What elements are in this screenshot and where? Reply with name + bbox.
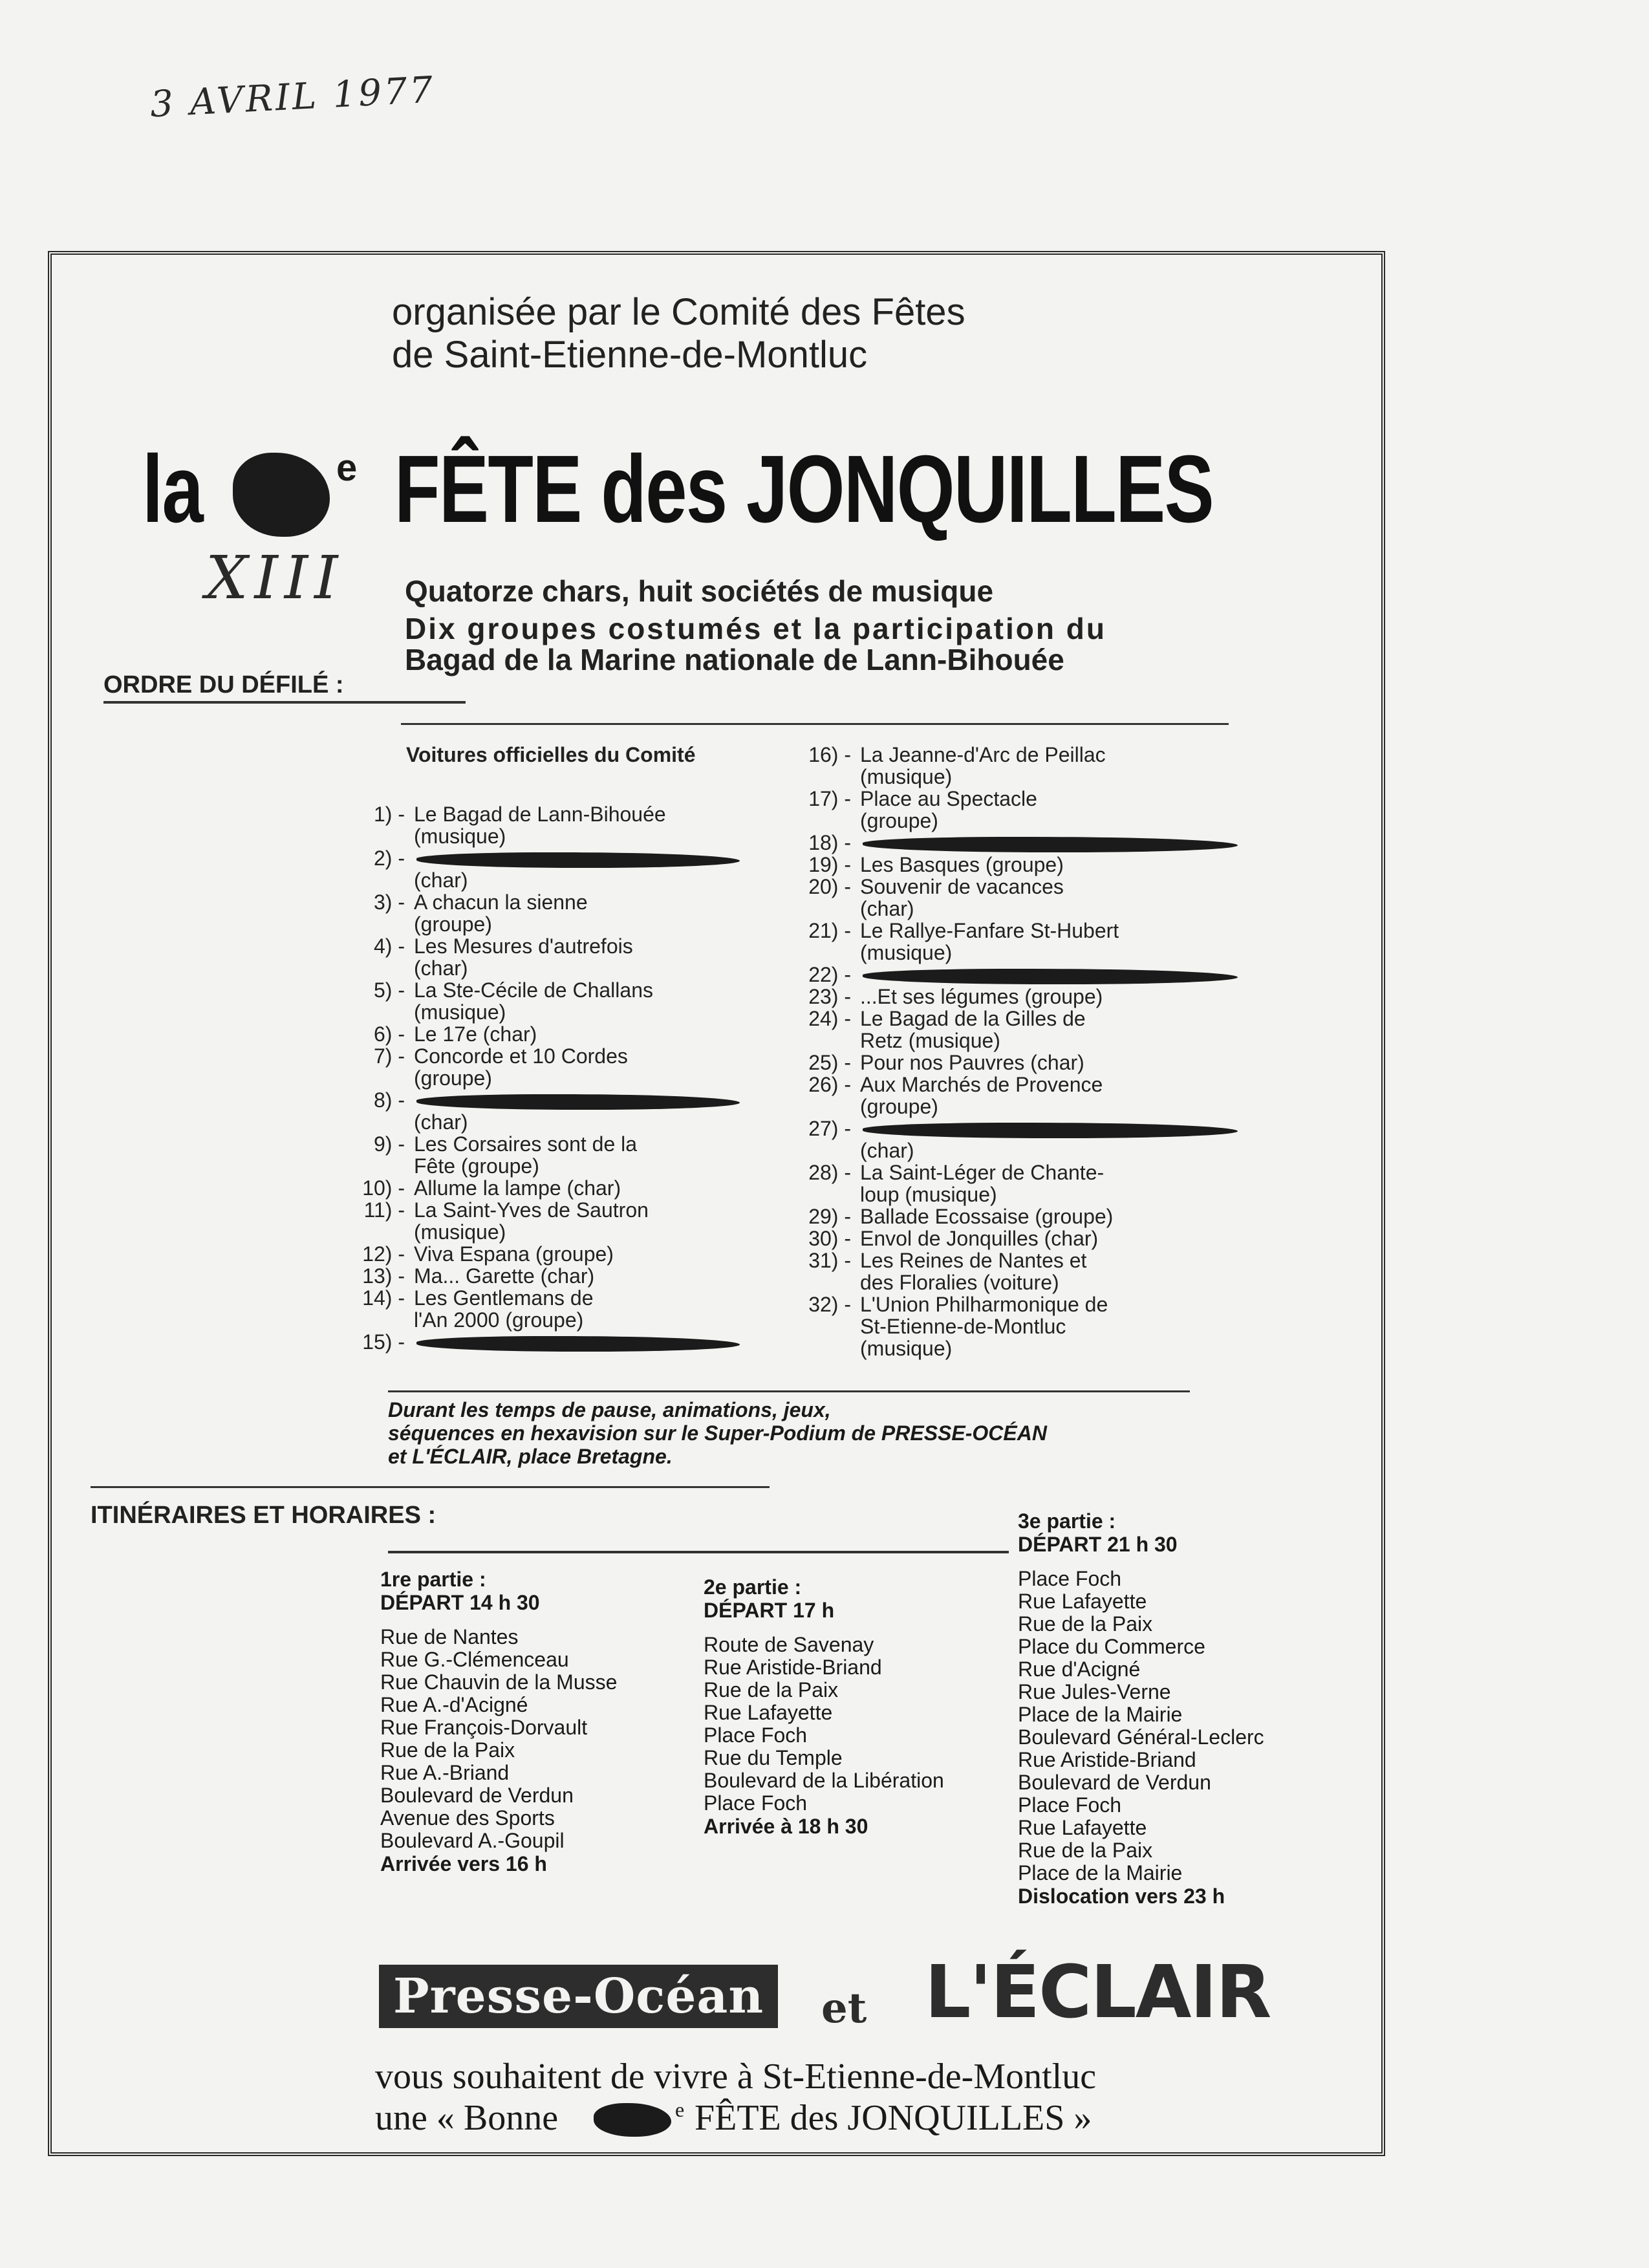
street-item: Rue de la Paix <box>704 1678 839 1701</box>
defile-left-column <box>343 803 860 1353</box>
defile-item-number: 6) - <box>374 1022 405 1046</box>
defile-item-label: Concorde et 10 Cordes <box>414 1044 628 1068</box>
defile-item <box>789 876 1371 920</box>
subtitle-line-1: Quatorze chars, huit sociétés de musique <box>405 574 994 608</box>
defile-item-continuation: (char) <box>414 956 468 980</box>
defile-right-column <box>789 744 1371 1359</box>
part-1-depart: DÉPART 14 h 30 <box>380 1591 540 1614</box>
defile-item-continuation: (char) <box>414 1110 468 1134</box>
defile-item-label: Le Bagad de la Gilles de <box>860 1007 1086 1030</box>
part-3-depart: DÉPART 21 h 30 <box>1018 1533 1178 1556</box>
street-item: Avenue des Sports <box>380 1806 555 1830</box>
defile-item-continuation: (groupe) <box>860 1095 938 1118</box>
defile-item <box>789 1293 1371 1359</box>
street-item: Rue du Temple <box>704 1746 843 1769</box>
street-item: Rue Lafayette <box>1018 1816 1147 1839</box>
defile-item <box>343 1243 860 1265</box>
defile-item-number: 12) - <box>362 1242 405 1266</box>
handwritten-date: 3 AVRIL 1977 <box>149 69 436 126</box>
defile-item-label: Les Reines de Nantes et <box>860 1249 1087 1272</box>
defile-item-continuation: l'An 2000 (groupe) <box>414 1308 584 1332</box>
defile-item-label: Allume la lampe (char) <box>414 1176 621 1200</box>
street-item: Place Foch <box>704 1723 808 1747</box>
defile-item-continuation: des Floralies (voiture) <box>860 1271 1059 1294</box>
defile-item-label: Place au Spectacle <box>860 787 1037 810</box>
itineraire-part-1 <box>380 1568 617 1875</box>
defile-item <box>343 1331 860 1353</box>
defile-item <box>343 1287 860 1331</box>
defile-item-number: 26) - <box>808 1073 851 1096</box>
defile-rule <box>103 701 466 704</box>
redaction-mark <box>863 837 1238 852</box>
presse-ocean-logo: Presse-Océan <box>379 1965 778 2028</box>
defile-item <box>789 854 1371 876</box>
defile-rule-right <box>401 723 1229 725</box>
itineraire-part-2 <box>704 1575 944 1838</box>
defile-item-label: La Saint-Léger de Chante- <box>860 1161 1105 1184</box>
defile-item-number: 21) - <box>808 919 851 942</box>
defile-item-label: ...Et ses légumes (groupe) <box>860 985 1103 1008</box>
defile-item-label: La Jeanne-d'Arc de Peillac <box>860 743 1106 766</box>
defile-item-continuation: (musique) <box>860 941 953 964</box>
defile-item <box>343 1023 860 1045</box>
defile-note-2: séquences en hexavision sur le Super-Podium de PRESSE-OCÉAN <box>388 1421 1047 1445</box>
street-item: Rue de la Paix <box>380 1738 515 1762</box>
defile-intro: Voitures officielles du Comité <box>406 743 696 766</box>
street-item: Rue de la Paix <box>1018 1612 1153 1636</box>
defile-item-label: Les Corsaires sont de la <box>414 1132 638 1156</box>
defile-item-number: 23) - <box>808 985 851 1008</box>
redaction-mark <box>416 852 740 868</box>
redaction-mark <box>416 1094 740 1110</box>
defile-item-number: 3) - <box>374 891 405 914</box>
defile-item-number: 20) - <box>808 875 851 898</box>
defile-item <box>343 891 860 935</box>
defile-item-continuation: Fête (groupe) <box>414 1154 539 1178</box>
defile-item-continuation: (char) <box>860 897 914 920</box>
defile-item-continuation: (musique) <box>860 1337 953 1360</box>
redaction-mark <box>416 1336 740 1352</box>
defile-item-number: 8) - <box>374 1088 405 1112</box>
footer-et: et <box>821 1984 867 2033</box>
defile-item-label: Aux Marchés de Provence <box>860 1073 1103 1096</box>
defile-item-label: La Saint-Yves de Sautron <box>414 1198 649 1222</box>
defile-item-number: 25) - <box>808 1051 851 1074</box>
defile-item-label: Souvenir de vacances <box>860 875 1064 898</box>
defile-item <box>789 920 1371 964</box>
street-item: Place de la Mairie <box>1018 1703 1183 1726</box>
defile-item-number: 9) - <box>374 1132 405 1156</box>
defile-bottom-rule <box>388 1390 1190 1392</box>
street-item: Place Foch <box>1018 1567 1122 1590</box>
defile-item <box>343 935 860 979</box>
defile-item-label: Le 17e (char) <box>414 1022 537 1046</box>
defile-item <box>343 1265 860 1287</box>
street-item: Boulevard de Verdun <box>1018 1771 1211 1794</box>
defile-item-label: L'Union Philharmonique de <box>860 1293 1108 1316</box>
part-1-heading: 1re partie : <box>380 1568 486 1591</box>
street-item: Rue de la Paix <box>1018 1839 1153 1862</box>
defile-item <box>789 788 1371 832</box>
defile-item <box>789 1118 1371 1161</box>
handwritten-numeral: XIII <box>206 543 345 612</box>
defile-item-number: 32) - <box>808 1293 851 1316</box>
defile-item-continuation: (musique) <box>414 1000 506 1024</box>
street-item: Rue Aristide-Briand <box>704 1656 882 1679</box>
defile-item <box>789 964 1371 986</box>
defile-item-continuation: Retz (musique) <box>860 1029 1000 1052</box>
defile-note-1: Durant les temps de pause, animations, jeux, <box>388 1398 831 1421</box>
defile-item <box>343 979 860 1023</box>
street-item: Rue de Nantes <box>380 1625 519 1648</box>
subtitle-line-3: Bagad de la Marine nationale de Lann-Bihouée <box>405 643 1064 676</box>
defile-item-continuation: (char) <box>860 1139 914 1162</box>
part-2-depart: DÉPART 17 h <box>704 1599 835 1622</box>
defile-item-continuation: (musique) <box>414 825 506 848</box>
title-la: la <box>142 436 203 543</box>
street-item: Rue François-Dorvault <box>380 1716 588 1739</box>
defile-item-number: 10) - <box>362 1176 405 1200</box>
defile-item-number: 24) - <box>808 1007 851 1030</box>
defile-item-number: 7) - <box>374 1044 405 1068</box>
street-item: Route de Savenay <box>704 1633 874 1656</box>
defile-item-label: Ma... Garette (char) <box>414 1264 595 1288</box>
defile-item-number: 22) - <box>808 963 851 986</box>
street-item: Rue G.-Clémenceau <box>380 1648 569 1671</box>
footer-line-2b: FÊTE des JONQUILLES » <box>695 2098 1092 2138</box>
street-item: Rue Lafayette <box>704 1701 833 1724</box>
part-2-arrival: Arrivée à 18 h 30 <box>704 1815 868 1838</box>
part-3-heading: 3e partie : <box>1018 1509 1116 1533</box>
defile-item-label: A chacun la sienne <box>414 891 588 914</box>
defile-item-number: 14) - <box>362 1286 405 1310</box>
defile-item <box>343 1089 860 1133</box>
defile-item-number: 2) - <box>374 847 405 870</box>
defile-item <box>789 744 1371 788</box>
defile-item-label: Les Gentlemans de <box>414 1286 594 1310</box>
defile-item-label: Ballade Ecossaise (groupe) <box>860 1205 1114 1228</box>
defile-item <box>789 1249 1371 1293</box>
defile-item-label: Viva Espana (groupe) <box>414 1242 614 1266</box>
defile-item <box>789 832 1371 854</box>
defile-item-label: Les Mesures d'autrefois <box>414 934 633 958</box>
defile-item-number: 5) - <box>374 978 405 1002</box>
street-item: Rue Lafayette <box>1018 1590 1147 1613</box>
street-item: Place de la Mairie <box>1018 1861 1183 1885</box>
street-item: Boulevard de Verdun <box>380 1784 574 1807</box>
defile-item-label: Envol de Jonquilles (char) <box>860 1227 1099 1250</box>
street-item: Rue Jules-Verne <box>1018 1680 1171 1703</box>
leclair-logo: L'ÉCLAIR <box>925 1950 1271 2035</box>
defile-heading: ORDRE DU DÉFILÉ : <box>103 671 344 698</box>
defile-item-number: 17) - <box>808 787 851 810</box>
street-item: Rue Chauvin de la Musse <box>380 1670 618 1694</box>
defile-item <box>343 1045 860 1089</box>
organiser-line-1: organisée par le Comité des Fêtes <box>392 291 965 333</box>
defile-item <box>789 1227 1371 1249</box>
defile-item-continuation: (char) <box>414 869 468 892</box>
defile-item-number: 15) - <box>362 1330 405 1354</box>
street-item: Rue Aristide-Briand <box>1018 1748 1196 1771</box>
page-title: FÊTE des JONQUILLES <box>394 436 1214 543</box>
footer-superscript: e <box>675 2098 685 2121</box>
street-item: Rue A.-d'Acigné <box>380 1693 528 1716</box>
defile-item <box>343 1177 860 1199</box>
defile-item-number: 29) - <box>808 1205 851 1228</box>
street-item: Place Foch <box>704 1791 808 1815</box>
itin-top-rule <box>91 1486 770 1488</box>
street-item: Rue d'Acigné <box>1018 1658 1141 1681</box>
redaction-mark <box>863 969 1238 984</box>
defile-item <box>343 803 860 847</box>
part-2-heading: 2e partie : <box>704 1575 802 1599</box>
defile-item-continuation: (musique) <box>414 1220 506 1244</box>
defile-note-3: et L'ÉCLAIR, place Bretagne. <box>388 1445 673 1468</box>
defile-item <box>343 1133 860 1177</box>
street-item: Boulevard de la Libération <box>704 1769 944 1792</box>
defile-item <box>343 847 860 891</box>
title-superscript: e <box>336 447 358 489</box>
street-item: Place Foch <box>1018 1793 1122 1817</box>
defile-item-label: Le Rallye-Fanfare St-Hubert <box>860 919 1119 942</box>
defile-item-continuation: (musique) <box>860 765 953 788</box>
defile-item-continuation: (groupe) <box>414 1066 492 1090</box>
itineraire-part-3 <box>1018 1509 1264 1908</box>
street-item: Boulevard A.-Goupil <box>380 1829 565 1852</box>
defile-item-continuation: loup (musique) <box>860 1183 997 1206</box>
defile-item <box>789 1008 1371 1052</box>
defile-item <box>789 1074 1371 1118</box>
defile-item-number: 19) - <box>808 853 851 876</box>
defile-item <box>789 986 1371 1008</box>
defile-item <box>343 1199 860 1243</box>
organiser-line-2: de Saint-Etienne-de-Montluc <box>392 334 868 376</box>
defile-item-continuation: St-Etienne-de-Montluc <box>860 1315 1066 1338</box>
defile-item-number: 27) - <box>808 1117 851 1140</box>
defile-item-continuation: (groupe) <box>414 913 492 936</box>
redaction-mark <box>863 1123 1238 1138</box>
defile-item-number: 1) - <box>374 803 405 826</box>
defile-item-label: Pour nos Pauvres (char) <box>860 1051 1084 1074</box>
defile-item-continuation: (groupe) <box>860 809 938 832</box>
defile-item-number: 11) - <box>363 1198 405 1222</box>
footer-line-2a: une « Bonne <box>375 2098 559 2138</box>
defile-item-label: Le Bagad de Lann-Bihouée <box>414 803 666 826</box>
defile-item-number: 31) - <box>808 1249 851 1272</box>
itineraires-heading: ITINÉRAIRES ET HORAIRES : <box>91 1502 436 1529</box>
part-1-arrival: Arrivée vers 16 h <box>380 1852 547 1875</box>
defile-item <box>789 1205 1371 1227</box>
defile-item <box>789 1161 1371 1205</box>
defile-item-label: Les Basques (groupe) <box>860 853 1064 876</box>
part-3-dislocation: Dislocation vers 23 h <box>1018 1885 1225 1908</box>
street-item: Boulevard Général-Leclerc <box>1018 1725 1264 1749</box>
defile-item <box>789 1052 1371 1074</box>
defile-item-label: La Ste-Cécile de Challans <box>414 978 653 1002</box>
footer-line-1: vous souhaitent de vivre à St-Etienne-de-Montluc <box>375 2057 1097 2097</box>
itin-rule <box>388 1551 1009 1553</box>
subtitle-line-2: Dix groupes costumés et la participation du <box>405 612 1106 645</box>
street-item: Place du Commerce <box>1018 1635 1205 1658</box>
defile-item-number: 13) - <box>362 1264 405 1288</box>
street-item: Rue A.-Briand <box>380 1761 510 1784</box>
defile-item-number: 28) - <box>808 1161 851 1184</box>
defile-item-number: 30) - <box>808 1227 851 1250</box>
defile-item-number: 18) - <box>808 831 851 854</box>
defile-item-number: 4) - <box>374 934 405 958</box>
defile-item-number: 16) - <box>808 743 851 766</box>
